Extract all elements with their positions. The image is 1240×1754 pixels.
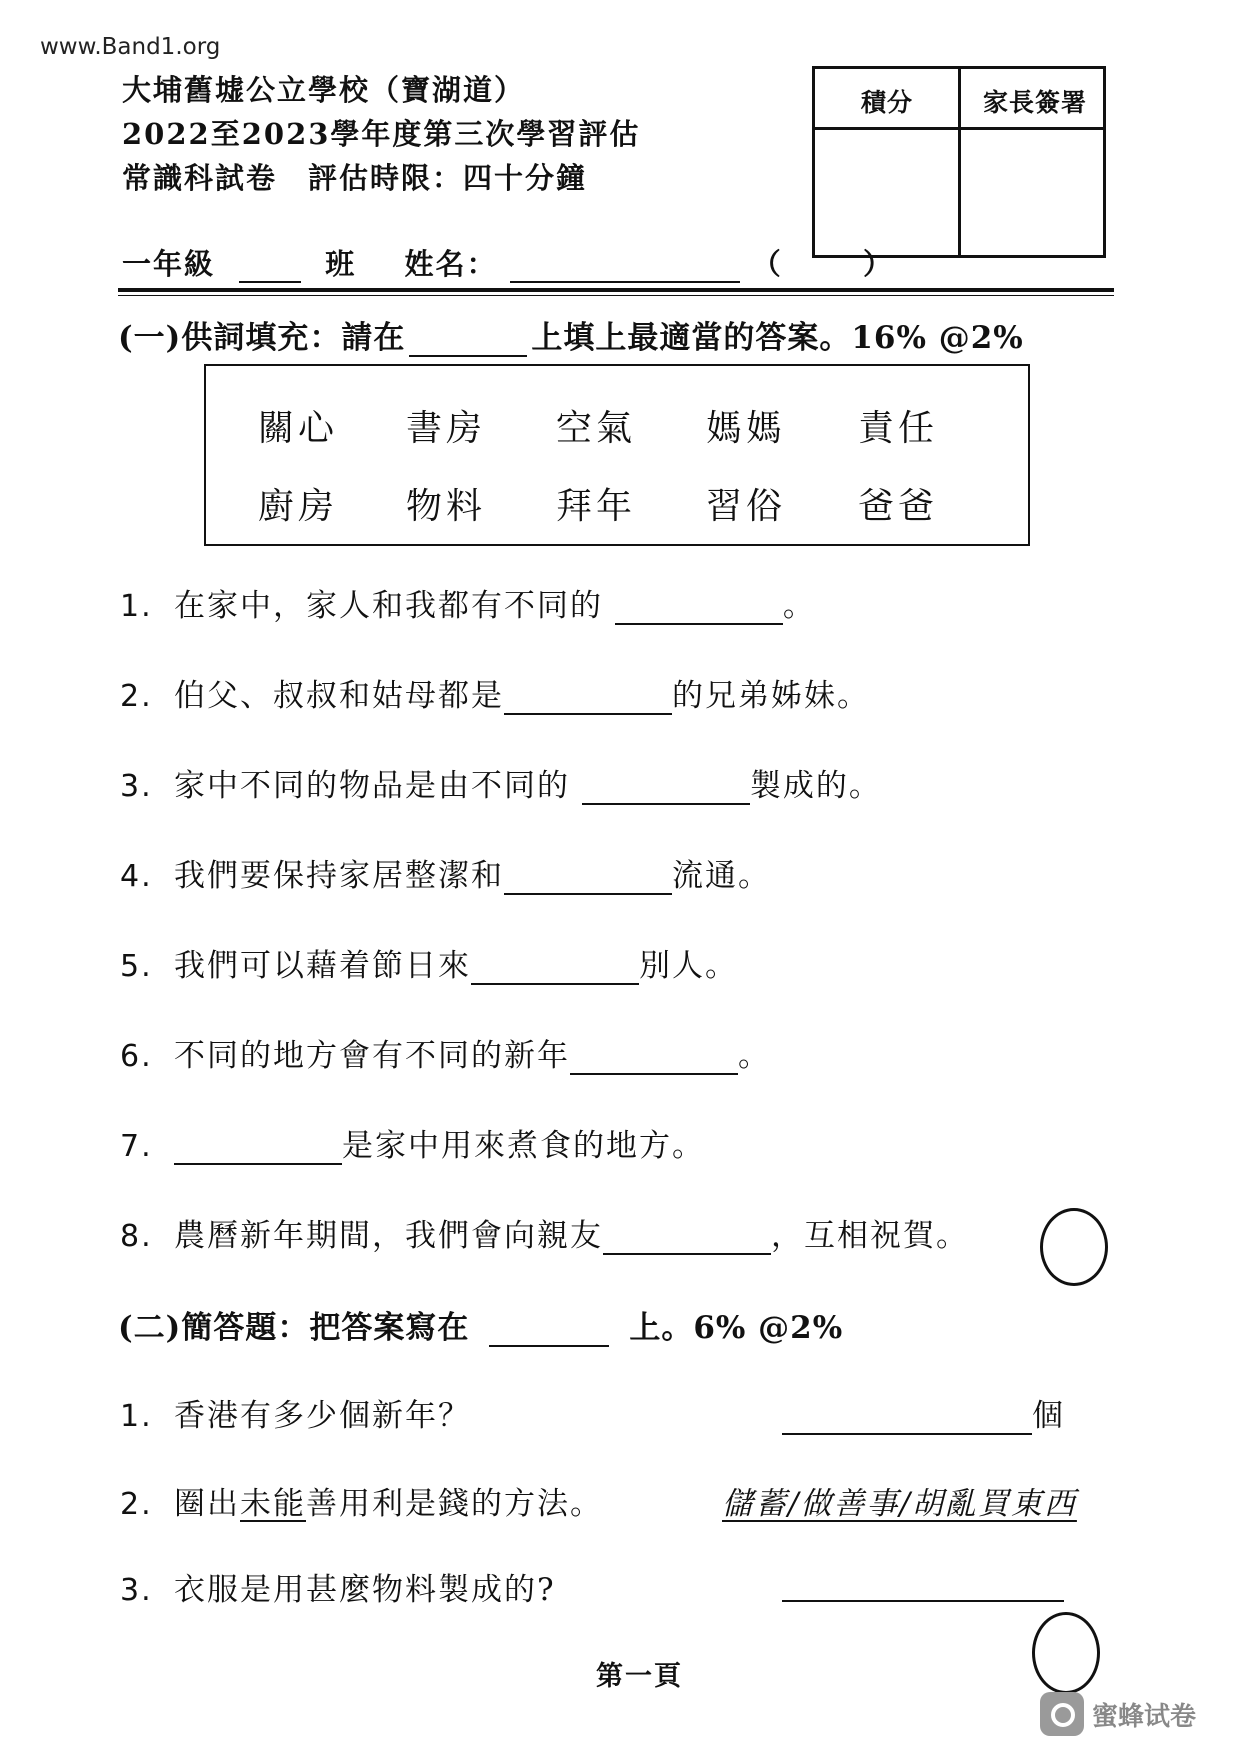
word-bank-item: 廚房 <box>258 486 339 527</box>
word-bank-item: 書房 <box>406 408 487 449</box>
header-divider <box>118 288 1114 292</box>
short-question: 3. 衣服是用甚麼物料製成的? <box>120 1572 556 1608</box>
brand-watermark <box>1040 1692 1196 1736</box>
answer-blank[interactable] <box>504 893 672 895</box>
word-bank-item: 習俗 <box>706 486 787 527</box>
brand-logo-icon <box>1040 1692 1084 1736</box>
section2-title: (二)簡答題：把答案寫在 上。6% @2% <box>118 1310 844 1346</box>
header-divider-thin <box>118 295 1114 296</box>
answer-blank[interactable] <box>615 623 783 625</box>
short-question: 2. 圈出未能善用利是錢的方法。 <box>120 1486 603 1522</box>
class-blank[interactable] <box>239 281 301 283</box>
score-circle[interactable] <box>1040 1208 1108 1286</box>
assessment-title: 2022至2023學年度第三次學習評估 <box>122 117 641 151</box>
class-number-open: （ <box>751 247 783 281</box>
word-bank-item: 空氣 <box>556 408 637 449</box>
answer-blank[interactable] <box>782 1564 1064 1602</box>
score-header: 積分 <box>861 88 914 117</box>
fill-question: 2. 伯父、叔叔和姑母都是 的兄弟姊妹。 <box>120 678 870 714</box>
unit-label: 個 <box>1032 1398 1063 1434</box>
fill-question: 1. 在家中，家人和我都有不同的 。 <box>120 588 816 624</box>
fill-question: 6. 不同的地方會有不同的新年 。 <box>120 1038 771 1074</box>
fill-question: 4. 我們要保持家居整潔和 流通。 <box>120 858 771 894</box>
grade-label: 一年級 <box>122 247 216 281</box>
score-circle[interactable] <box>1032 1612 1100 1694</box>
emphasis-text: 未能 <box>240 1486 306 1522</box>
short-answer-line <box>782 1564 1064 1602</box>
short-answer-line <box>782 1390 1063 1435</box>
answer-blank[interactable] <box>570 1073 738 1075</box>
brand-text: 蜜蜂试卷 <box>1092 1701 1197 1732</box>
name-label: 姓名： <box>404 247 498 281</box>
parent-signature-header: 家長簽署 <box>983 88 1088 117</box>
word-bank-item: 拜年 <box>556 486 637 527</box>
parent-signature-cell[interactable] <box>967 137 1097 249</box>
fill-question: 5. 我們可以藉着節日來 別人。 <box>120 948 738 984</box>
section1-title: (一)供詞填充：請在 上填上最適當的答案。16% @2% <box>118 320 1024 356</box>
circle-options[interactable]: 儲蓄/做善事/胡亂買東西 <box>722 1486 1077 1522</box>
word-bank <box>204 364 1030 546</box>
watermark-url: www.Band1.org <box>40 34 221 60</box>
answer-blank[interactable] <box>471 983 639 985</box>
answer-blank[interactable] <box>782 1397 1032 1435</box>
class-number-close: ） <box>862 247 894 281</box>
answer-blank[interactable] <box>504 713 672 715</box>
subject-line: 常識科試卷 評估時限：四十分鐘 <box>122 161 588 195</box>
word-bank-item: 責任 <box>858 408 939 449</box>
score-table <box>812 66 1106 258</box>
answer-blank[interactable] <box>603 1253 771 1255</box>
score-cell[interactable] <box>821 137 951 249</box>
name-blank[interactable] <box>510 281 740 283</box>
student-info-row <box>122 242 894 283</box>
school-name: 大埔舊墟公立學校（寶湖道） <box>122 73 526 107</box>
fill-question: 8. 農曆新年期間，我們會向親友 ，互相祝賀。 <box>120 1218 969 1254</box>
page-number: 第一頁 <box>596 1661 683 1692</box>
answer-blank[interactable] <box>174 1163 342 1165</box>
word-bank-item: 爸爸 <box>858 486 939 527</box>
word-bank-item: 物料 <box>406 486 487 527</box>
short-question: 1. 香港有多少個新年？ <box>120 1398 471 1434</box>
word-bank-item: 媽媽 <box>706 408 787 449</box>
fill-question: 7. 是家中用來煮食的地方。 <box>120 1128 705 1164</box>
fill-question: 3. 家中不同的物品是由不同的 製成的。 <box>120 768 882 804</box>
class-label: 班 <box>325 247 357 281</box>
word-bank-item: 關心 <box>258 408 339 449</box>
answer-blank[interactable] <box>582 803 750 805</box>
